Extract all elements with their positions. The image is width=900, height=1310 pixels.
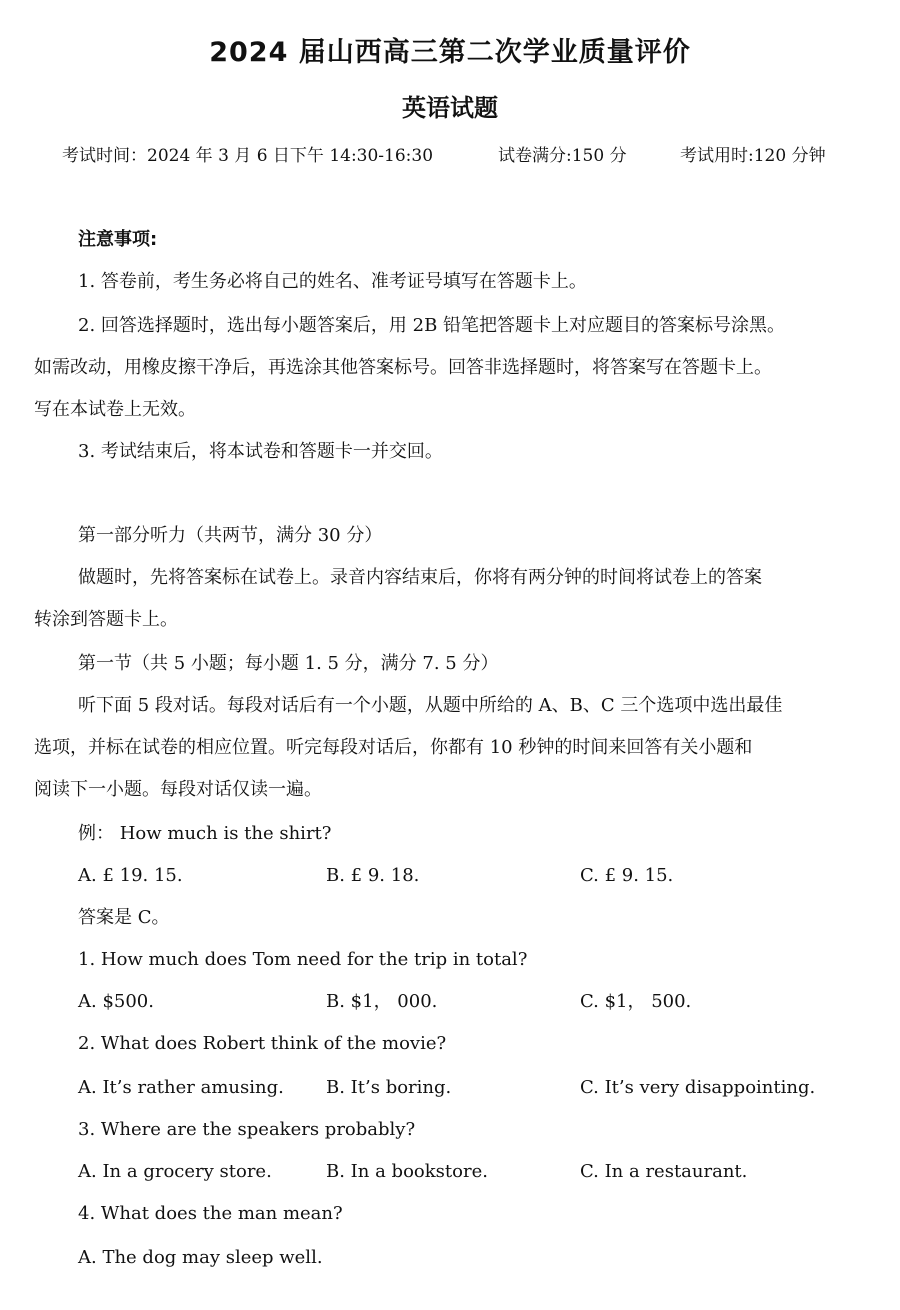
part1-intro-line1: 做题时，先将答案标在试卷上。录音内容结束后，你将有两分钟的时间将试卷上的答案 [78, 567, 762, 588]
question-1: 1. How much does Tom need for the trip in total? [78, 949, 528, 970]
exam-title: 2024 届山西高三第二次学业质量评价 [209, 37, 691, 68]
exam-subject: 英语试题 [402, 94, 498, 122]
question-1-option-b: B. $1， 000. [326, 991, 438, 1012]
notice-item-1: 1. 答卷前，考生务必将自己的姓名、准考证号填写在答题卡上。 [78, 271, 587, 292]
exam-duration: 考试用时:120 分钟 [680, 146, 826, 166]
section1-intro-line3: 阅读下一小题。每段对话仅读一遍。 [34, 779, 322, 800]
question-3-option-a: A. In a grocery store. [78, 1161, 272, 1182]
notice-item-3: 3. 考试结束后，将本试卷和答题卡一并交回。 [78, 441, 443, 462]
question-1-option-c: C. $1， 500. [580, 991, 692, 1012]
question-4-option-a: A. The dog may sleep well. [78, 1247, 323, 1268]
question-3-option-c: C. In a restaurant. [580, 1161, 748, 1182]
notice-heading: 注意事项: [78, 229, 158, 250]
notice-item-2-end: 写在本试卷上无效。 [34, 399, 196, 420]
part1-heading: 第一部分听力（共两节，满分 30 分） [78, 525, 383, 546]
example-question: 例： How much is the shirt? [78, 823, 332, 844]
section1-heading: 第一节（共 5 小题；每小题 1. 5 分，满分 7. 5 分） [78, 653, 499, 674]
example-answer: 答案是 C。 [78, 907, 170, 928]
question-4: 4. What does the man mean? [78, 1203, 343, 1224]
full-score: 试卷满分:150 分 [498, 146, 627, 166]
question-2-option-c: C. It’s very disappointing. [580, 1077, 816, 1098]
question-2-option-a: A. It’s rather amusing. [78, 1077, 284, 1098]
question-3-option-b: B. In a bookstore. [326, 1161, 488, 1182]
example-option-c: C. £ 9. 15. [580, 865, 674, 886]
notice-item-2-cont: 如需改动，用橡皮擦干净后，再选涂其他答案标号。回答非选择题时，将答案写在答题卡上。 [34, 357, 772, 378]
question-1-option-a: A. $500. [78, 991, 154, 1012]
question-2: 2. What does Robert think of the movie? [78, 1033, 447, 1054]
notice-item-2: 2. 回答选择题时，选出每小题答案后，用 2B 铅笔把答题卡上对应题目的答案标号涂黑。 [78, 315, 786, 336]
example-option-a: A. £ 19. 15. [78, 865, 183, 886]
section1-intro-line1: 听下面 5 段对话。每段对话后有一个小题，从题中所给的 A、B、C 三个选项中选出最佳 [78, 695, 783, 716]
part1-intro-line2: 转涂到答题卡上。 [34, 609, 178, 630]
example-option-b: B. £ 9. 18. [326, 865, 420, 886]
question-3: 3. Where are the speakers probably? [78, 1119, 416, 1140]
question-2-option-b: B. It’s boring. [326, 1077, 452, 1098]
exam-meta [0, 141, 900, 169]
exam-time: 考试时间：2024 年 3 月 6 日下午 14:30-16:30 [62, 146, 434, 166]
section1-intro-line2: 选项，并标在试卷的相应位置。听完每段对话后，你都有 10 秒钟的时间来回答有关小题和 [34, 737, 753, 758]
